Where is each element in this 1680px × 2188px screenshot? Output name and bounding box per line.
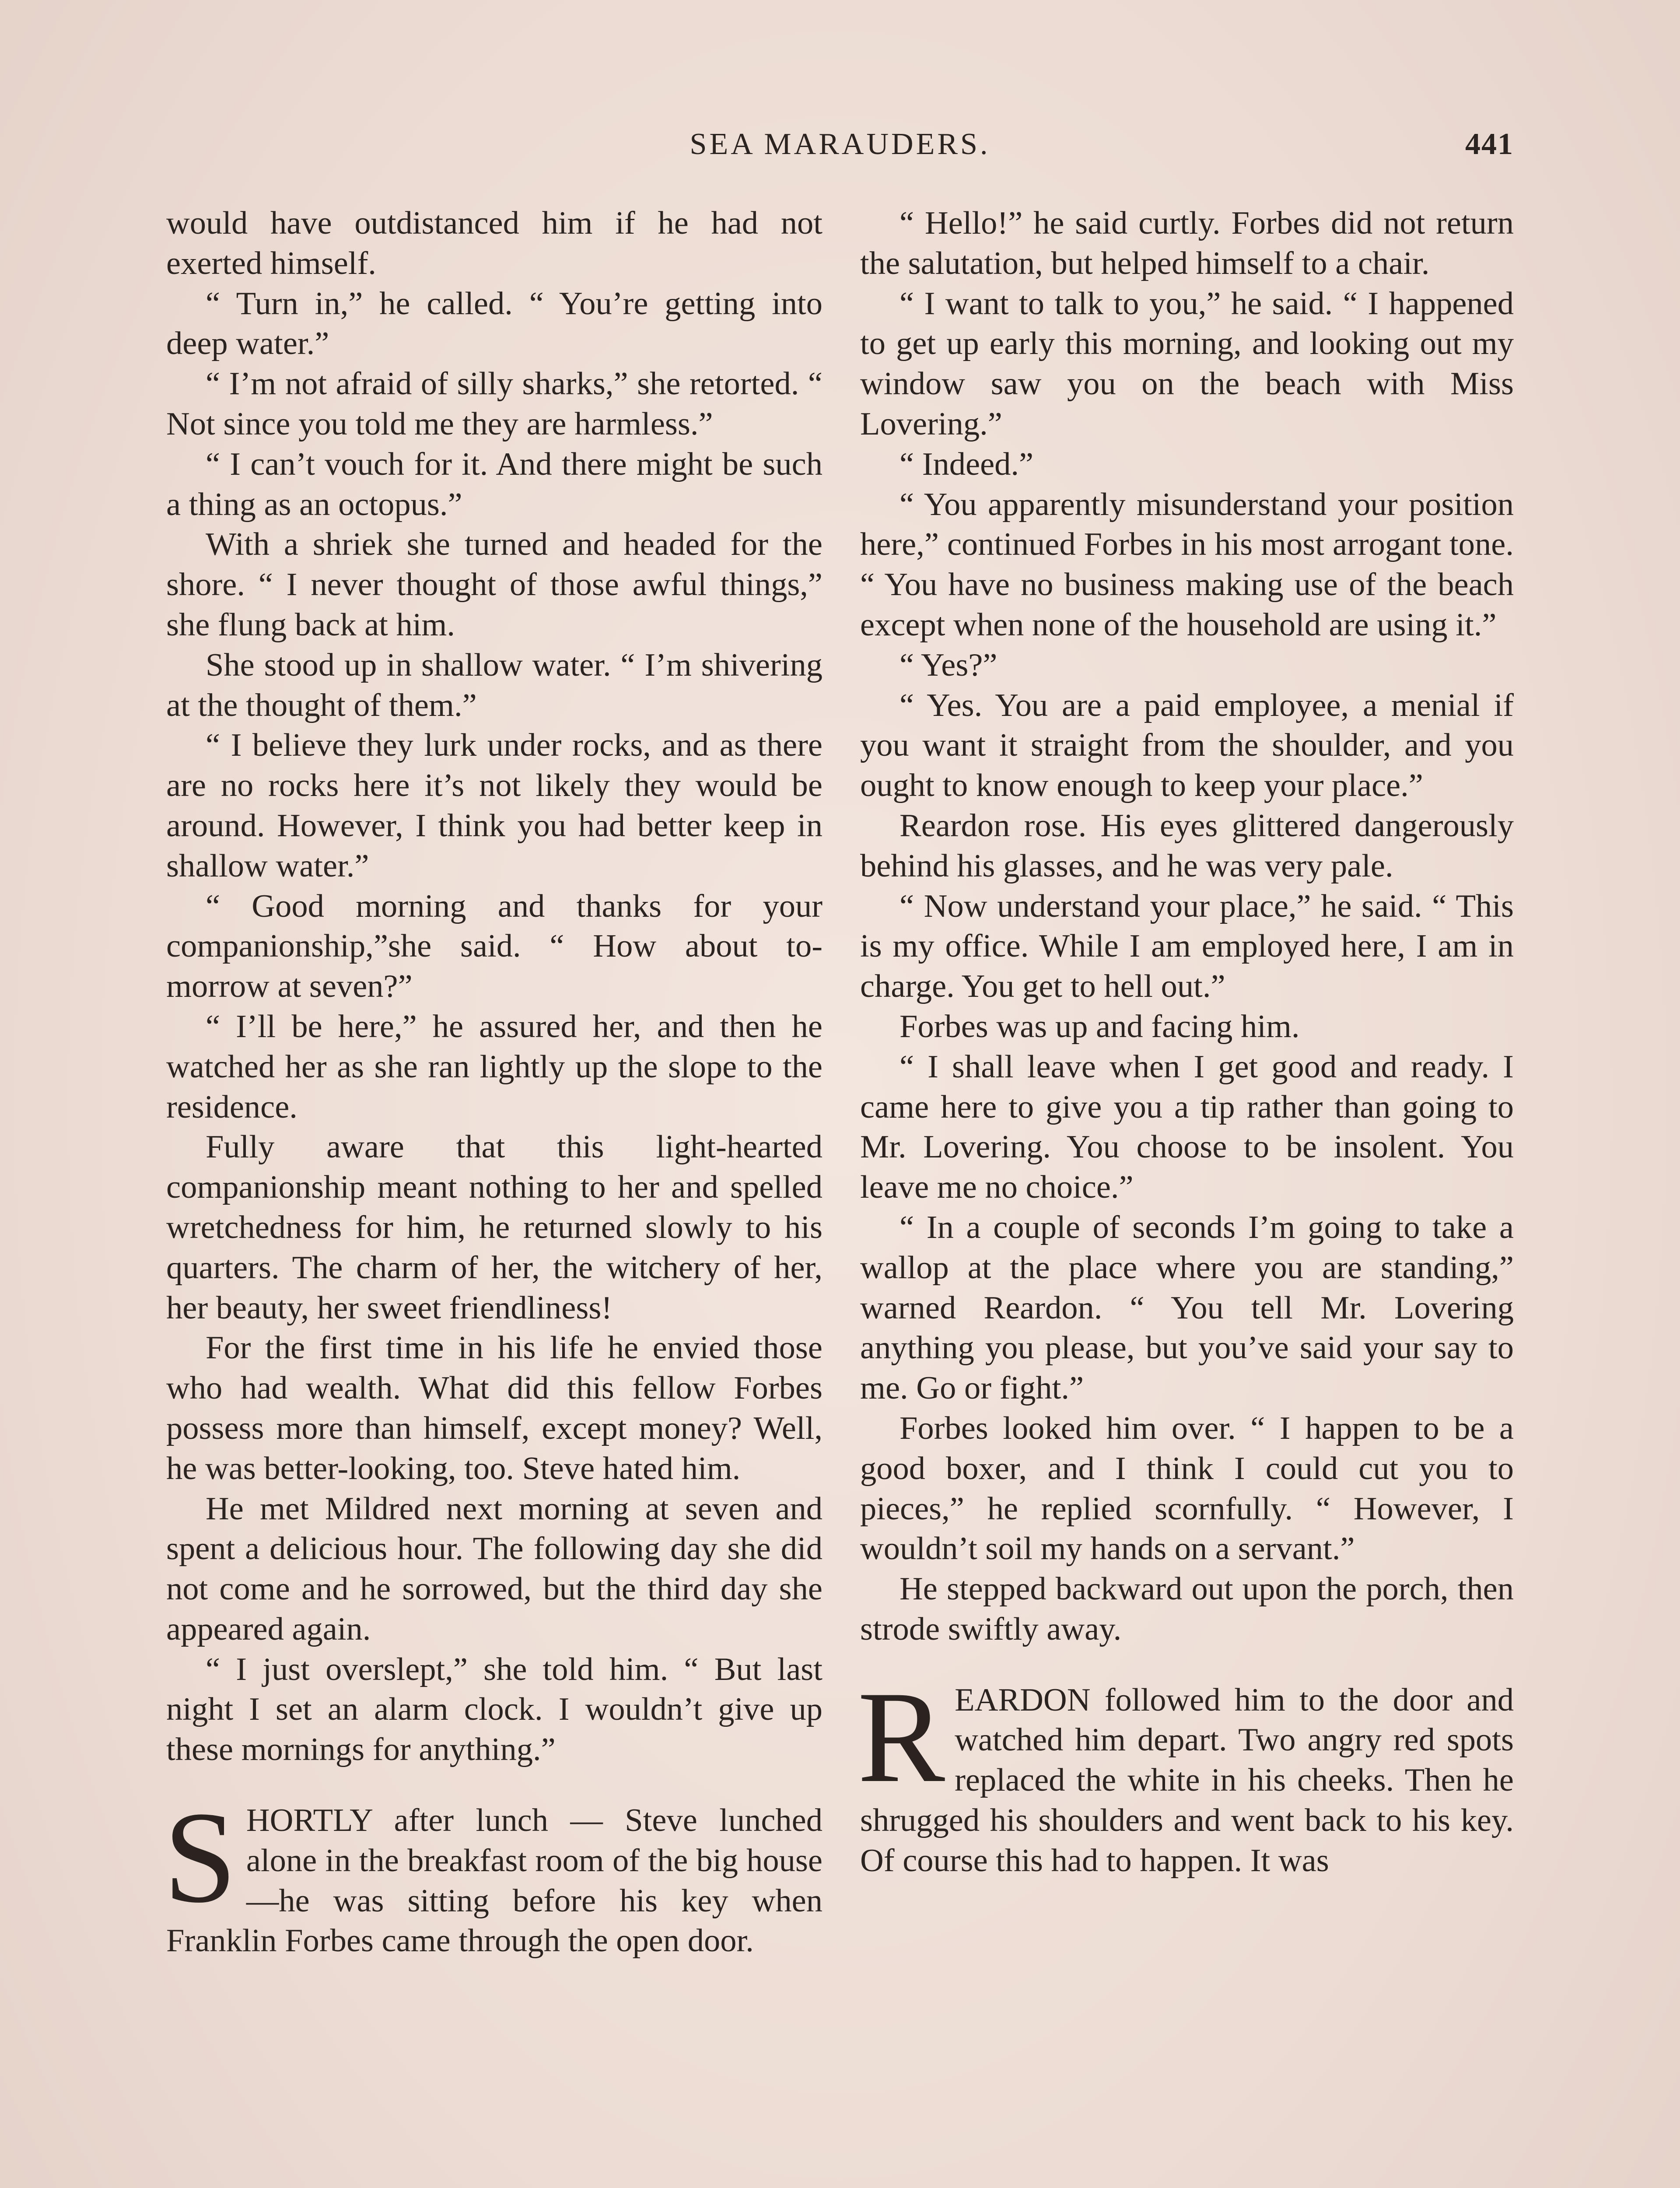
paragraph-text: He stepped backward out upon the porch, then strode swiftly away. [860,1571,1514,1647]
page-number: 441 [1465,127,1514,161]
paragraph [860,1569,1514,1650]
paragraph-text: He met Mildred next morning at seven and spent a delicious hour. The following day she did not come and he sorrowed, but the third day she appeared again. [166,1490,822,1647]
drop-cap: R [858,1664,945,1809]
paragraph [860,445,1514,485]
paragraph [860,1208,1514,1409]
paragraph [166,1328,822,1489]
paragraph [166,1127,822,1328]
story-title: SEA MARAUDERS. [690,127,990,161]
paragraph [858,1664,1514,1881]
paragraph-text: “ Indeed.” [900,446,1034,482]
paragraph [166,203,822,284]
paragraph-text: For the first time in his life he envied those who had wealth. What did this fellow Forbes possess more than himself, except money? Well, he was better-looking, too. Steve hated him. [166,1330,822,1487]
paragraph-text: “ I just overslept,” she told him. “ But last night I set an alarm clock. I wouldn’t give up these mornings for anything.” [166,1651,822,1768]
paragraph-text: “ Hello!” he said curtly. Forbes did not return the salutation, but helped himself to a chair. [860,205,1514,281]
paragraph-text: “ I shall leave when I get good and ready. I came here to give you a tip rather than going to Mr. Lovering. You choose to be insolent. You leave me no choice.” [860,1048,1514,1206]
paragraph [166,1650,822,1770]
paragraph [166,1007,822,1127]
paragraph [166,645,822,726]
paragraph-text: “ I’ll be here,” he assured her, and then he watched her as she ran lightly up the slope to the residence. [166,1008,822,1125]
paragraph-text: “ I want to talk to you,” he said. “ I happened to get up early this morning, and looking out my window saw you on the beach with Miss Lovering.” [860,285,1514,442]
paragraph-text: “ In a couple of seconds I’m going to take a wallop at the place where you are standing,” warned Reardon. “ You tell Mr. Lovering anything you please, but you’ve said your say to me. Go or fight.” [860,1209,1514,1406]
paragraph-text: “ I can’t vouch for it. And there might be such a thing as an octopus.” [166,446,822,522]
drop-cap: S [164,1785,237,1930]
right-column [860,203,1514,1881]
paragraph [860,806,1514,887]
paragraph [860,1047,1514,1208]
paragraph [860,284,1514,445]
paragraph-text: Forbes was up and facing him. [900,1008,1300,1045]
paragraph-text: “ Now understand your place,” he said. “ This is my office. While I am employed here, I am in charge. You get to hell out.” [860,888,1514,1005]
left-column [166,203,822,1961]
paragraph [166,1489,822,1650]
paragraph [164,1785,822,1961]
paragraph [860,485,1514,645]
paragraph-text: “ Yes. You are a paid employee, a menial if you want it straight from the shoulder, and you ought to know enough to keep your place.” [860,687,1514,804]
paragraph-text: “ I’m not afraid of silly sharks,” she retorted. “ Not since you told me they are harmless.” [166,366,822,442]
paragraph-text: Forbes looked him over. “ I happen to be a good boxer, and I think I could cut you to pieces,” he replied scornfully. “ However, I wouldn’t soil my hands on a servant.” [860,1410,1514,1567]
paragraph [166,887,822,1007]
paragraph [166,445,822,525]
paragraph-text: Reardon rose. His eyes glittered dangerously behind his glasses, and he was very pale. [860,807,1514,884]
paragraph [166,525,822,645]
paragraph-text: “ Yes?” [900,647,998,683]
paragraph [166,364,822,445]
paragraph-text: EARDON followed him to the door and watched him depart. Two angry red spots replaced the white in his cheeks. Then he shrugged his shoulders and went back to his key. Of course this had to happen. It was [860,1682,1514,1879]
paragraph-text: “ Good morning and thanks for your companionship,”she said. “ How about to-morrow at seven?” [166,888,822,1005]
paragraph-text: She stood up in shallow water. “ I’m shivering at the thought of them.” [166,647,822,723]
paragraph [860,887,1514,1007]
running-header [166,127,1514,175]
paragraph-text: would have outdistanced him if he had not exerted himself. [166,205,822,281]
paragraph [860,1409,1514,1569]
paragraph-text: “ You apparently misunderstand your position here,” continued Forbes in his most arrogant tone. “ You have no business making use of the beach except when none of the household are using it.” [860,486,1514,643]
paragraph-text: With a shriek she turned and headed for the shore. “ I never thought of those awful things,” she flung back at him. [166,526,822,643]
paragraph [860,203,1514,284]
paragraph [860,645,1514,686]
paragraph-text: HORTLY after lunch — Steve lunched alone in the breakfast room of the big house—he was sitting before his key when Franklin Forbes came through the open door. [166,1802,822,1959]
paragraph [860,1007,1514,1047]
paragraph [166,726,822,886]
paragraph-text: “ I believe they lurk under rocks, and as there are no rocks here it’s not likely they would be around. However, I think you had better keep in shallow water.” [166,727,822,884]
paragraph [860,686,1514,806]
paragraph [166,284,822,365]
paragraph-text: “ Turn in,” he called. “ You’re getting into deep water.” [166,285,822,362]
paragraph-text: Fully aware that this light-hearted companionship meant nothing to her and spelled wretchedness for him, he returned slowly to his quarters. The charm of her, the witchery of her, her beauty, her sweet friendliness! [166,1129,822,1326]
